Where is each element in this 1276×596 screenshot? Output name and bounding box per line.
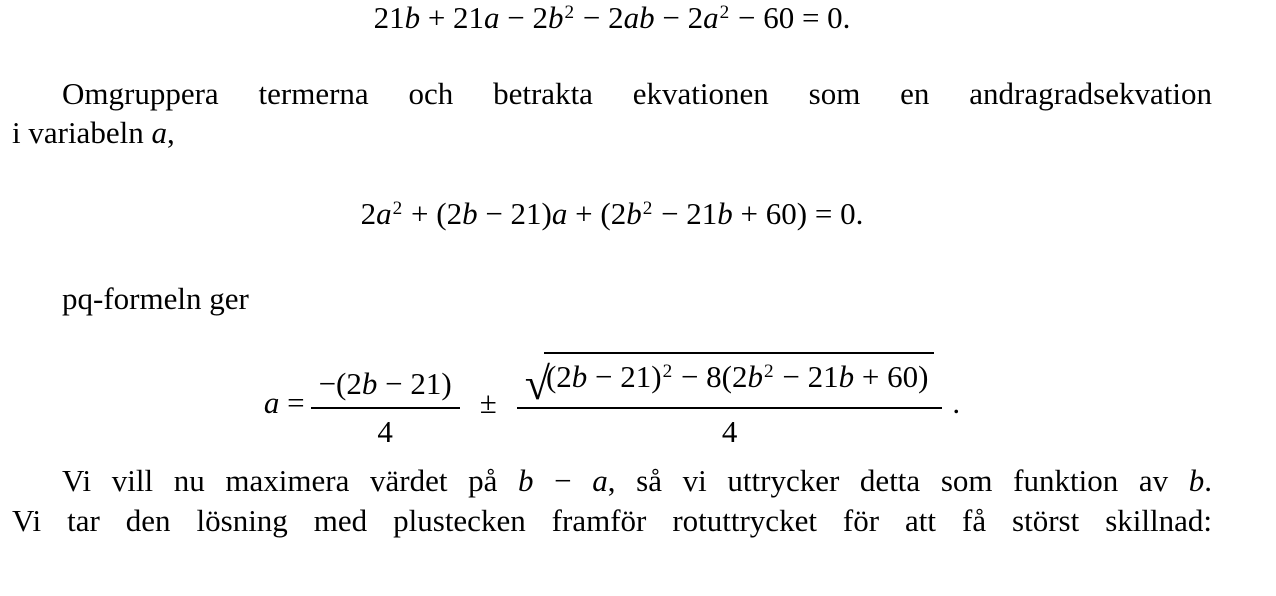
fraction-2-numerator bbox=[517, 350, 943, 409]
plus-minus-sign: ± bbox=[479, 385, 497, 420]
square-root bbox=[524, 352, 935, 409]
equation-original-text: $21b + 21a - 2b^2 - 2ab - 2a^2 - 60 = 0$. bbox=[373, 0, 851, 35]
fraction-1-denominator-text: 4 bbox=[377, 414, 393, 449]
paragraph-maximize-line2 bbox=[12, 499, 1212, 543]
pq-formula-label bbox=[62, 277, 1212, 321]
paragraph-regroup-line2-text: i variabeln a, bbox=[12, 115, 175, 150]
solution-fraction-2 bbox=[517, 350, 943, 456]
square-root-content-text: $(2b - 21)^2 - 8(2b^2 - 21b + 60)$ bbox=[545, 359, 929, 394]
solution-lhs: a = bbox=[263, 385, 305, 420]
paragraph-regroup-line1 bbox=[62, 72, 1212, 116]
equation-quadratic-text: $2a^2 + (2b - 21)a + (2b^2 - 21b + 60) = 0$. bbox=[360, 196, 864, 231]
equation-original bbox=[12, 0, 1212, 45]
fraction-1-denominator bbox=[311, 409, 460, 456]
equation-pq-solution-row bbox=[264, 350, 960, 456]
fraction-1-numerator-text: −(2b − 21) bbox=[318, 366, 452, 401]
fraction-2-denominator bbox=[517, 409, 943, 456]
fraction-1-numerator bbox=[311, 350, 460, 409]
pq-formula-label-text: pq-formeln ger bbox=[62, 281, 249, 316]
paragraph-regroup-line2 bbox=[12, 111, 1212, 155]
paragraph-maximize-line1-text: Vi vill nu maximera värdet på b − a, så vi uttrycker detta som funktion av b. bbox=[62, 463, 1212, 498]
equation-pq-solution bbox=[12, 350, 1212, 456]
equation-quadratic bbox=[12, 192, 1212, 241]
paragraph-maximize-line1 bbox=[62, 459, 1212, 503]
paragraph-regroup-line1-text: Omgruppera termerna och betrakta ekvationen som en andragradsekvation bbox=[62, 76, 1212, 111]
equation-period: . bbox=[952, 385, 961, 420]
square-root-content bbox=[544, 352, 934, 402]
radical-sign-icon: √ bbox=[524, 358, 550, 409]
solution-fraction-1 bbox=[311, 350, 460, 456]
fraction-2-denominator-text: 4 bbox=[721, 414, 738, 449]
paragraph-maximize-line2-text: Vi tar den lösning med plustecken framför rotuttrycket för att få störst skillnad: bbox=[12, 503, 1212, 538]
